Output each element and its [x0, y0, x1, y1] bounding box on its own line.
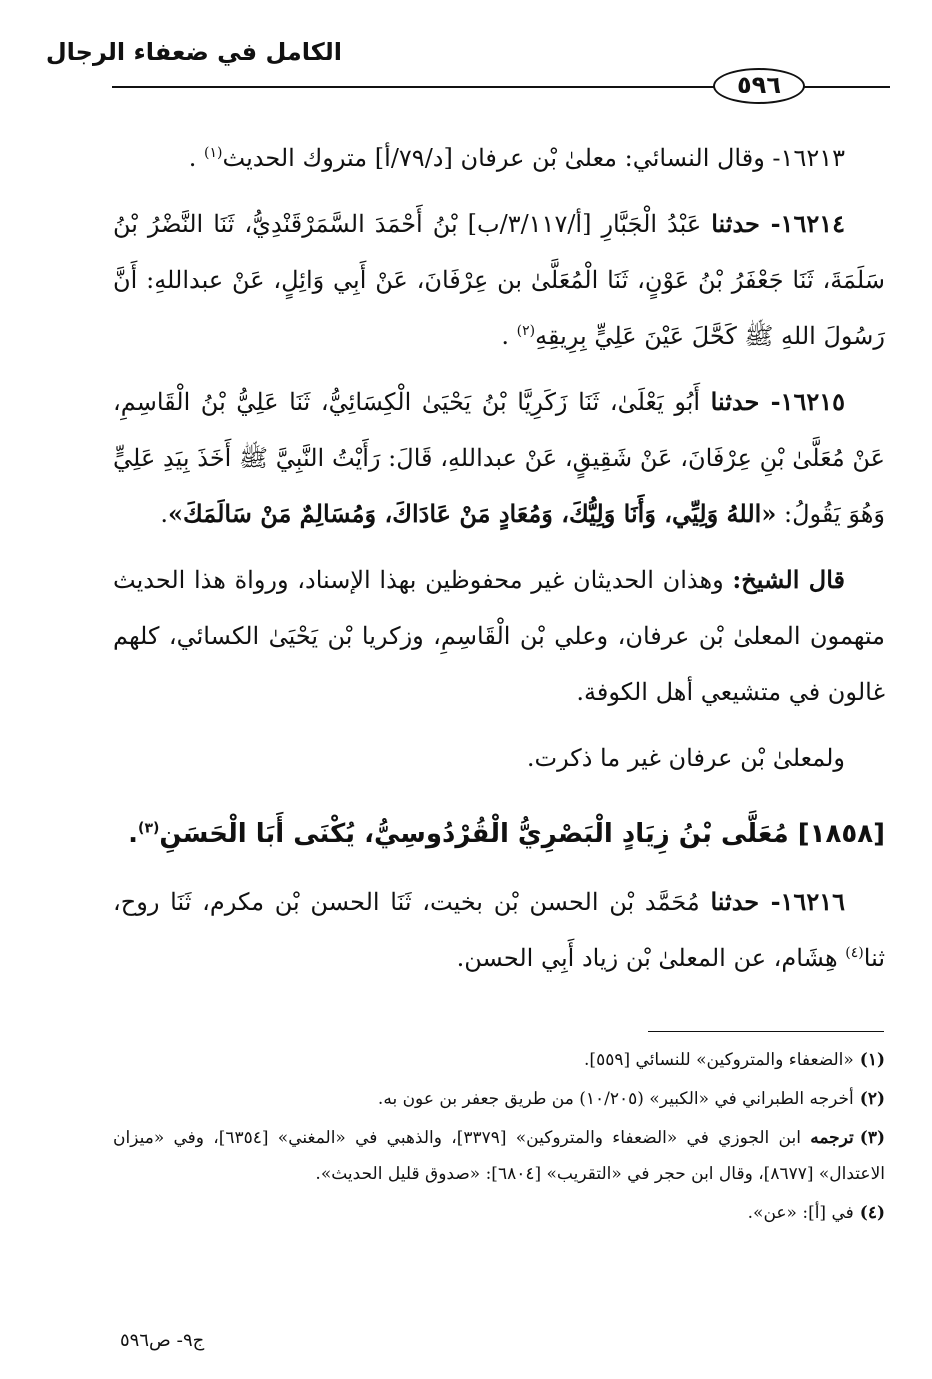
- footnote-text: «الضعفاء والمتروكين» للنسائي [٥٥٩].: [584, 1050, 854, 1070]
- footnote-3: [113, 1120, 885, 1192]
- footnote-separator: [648, 1031, 884, 1032]
- sheikh-label: قال الشيخ:: [732, 565, 846, 594]
- footnote-1: [113, 1042, 885, 1078]
- entry-heading: [113, 806, 885, 862]
- footnote-ref[interactable]: (٤): [845, 945, 864, 961]
- hadith-16214: [113, 196, 885, 364]
- main-text: [113, 130, 885, 996]
- comment-text: وهذان الحديثان غير محفوظين بهذا الإسناد، ورواة هذا الحديث متهمون المعلىٰ بْن عرفان، وعلي بْن الْقَاسِمِ، وزكريا بْن يَحْيَىٰ الكسائي، كلهم غالون في متشيعي أهل الكوفة.: [113, 566, 885, 706]
- hadith-number: ١٦٢١٦- حدثنا: [710, 887, 845, 916]
- period: .: [501, 322, 509, 350]
- hadith-text: مُحَمَّد بْن الحسن بْن بخيت، ثَنَا الحسن بْن مكرم، ثَنَا روح، ثنا: [113, 888, 885, 972]
- hadith-text: ١٦٢١٣- وقال النسائي: معلىٰ بْن عرفان [د/٧٩/أ] متروك الحديث: [222, 144, 845, 172]
- hadith-number: ١٦٢١٥- حدثنا: [710, 387, 845, 416]
- closing-note: [113, 730, 885, 786]
- period: .: [160, 500, 168, 528]
- header-rule-left: [112, 86, 714, 88]
- volume-page-reference: ج٩- ص٥٩٦: [120, 1330, 205, 1351]
- hadith-text: عَبْدُ الْجَبَّارِ [أ/٣/١١٧/ب] بْنُ أَحْمَدَ السَّمَرْقَنْدِيُّ، ثَنَا النَّضْرُ بْنُ سَلَمَةَ، ثَنَا جَعْفَرُ بْنُ عَوْنٍ، ثَنَا الْمُعَلَّىٰ بن عِرْفَانَ، عَنْ أَبِي وَائِلٍ، عَنْ عبداللهِ: أَنَّ رَسُولَ اللهِ ﷺ كَحَّلَ عَيْنَ عَلِيٍّ بِرِيقِهِ: [113, 210, 885, 350]
- hadith-16213: [113, 130, 885, 186]
- header-rule-right: [804, 86, 890, 88]
- footnote-number: (٣): [859, 1128, 885, 1148]
- sheikh-comment: [113, 552, 885, 720]
- footnote-text: ابن الجوزي في «الضعفاء والمتروكين» [٣٣٧٩]، والذهبي في «المغني» [٦٣٥٤]، وفي «ميزان الاعتدال» [٨٦٧٧]، وقال ابن حجر في «التقريب» [٦٨٠٤]: «صدوق قليل الحديث».: [113, 1128, 885, 1184]
- footnote-2: [113, 1081, 885, 1117]
- footnote-number: (٤): [859, 1203, 885, 1223]
- footnote-ref[interactable]: (١): [204, 145, 223, 161]
- hadith-16215: [113, 374, 885, 542]
- footnote-text: في [أ]: «عن».: [747, 1203, 854, 1223]
- footnote-ref[interactable]: (٣): [138, 820, 160, 837]
- hadith-text: أَبُو يَعْلَىٰ، ثَنَا زَكَرِيَّا بْنُ يَحْيَىٰ الْكِسَائِيُّ، ثَنَا عَلِيُّ بْنُ الْقَاسِمِ، عَنْ مُعَلَّىٰ بْنِ عِرْفَانَ، عَنْ شَقِيقٍ، عَنْ عبداللهِ، قَالَ: رَأَيْتُ النَّبِيَّ ﷺ أَخَذَ بِيَدِ عَلِيٍّ وَهُوَ يَقُولُ:: [113, 388, 885, 528]
- page-number: ٥٩٦: [713, 68, 805, 104]
- period: .: [188, 144, 197, 172]
- footnote-keyword: ترجمه: [810, 1128, 854, 1148]
- period: .: [128, 819, 139, 849]
- hadith-16216: [113, 874, 885, 986]
- footnote-number: (١): [859, 1050, 885, 1070]
- footnote-4: [113, 1195, 885, 1231]
- hadith-number: ١٦٢١٤- حدثنا: [711, 209, 845, 238]
- footnote-number: (٢): [859, 1089, 885, 1109]
- footnotes: [113, 1042, 885, 1234]
- footnote-text: أخرجه الطبراني في «الكبير» (١٠/٢٠٥) من طريق جعفر بن عون به.: [377, 1089, 854, 1109]
- prophetic-quote: «اللهُ وَلِيِّي، وَأَنَا وَلِيُّكَ، وَمُعَادٍ مَنْ عَادَاكَ، وَمُسَالِمٌ مَنْ سَالَمَكَ»: [168, 499, 777, 528]
- entry-heading-text: [١٨٥٨] مُعَلَّى بْنُ زِيَادٍ الْبَصْرِيُّ الْقُرْدُوسِيُّ، يُكْنَى أَبَا الْحَسَنِ: [159, 819, 885, 849]
- hadith-text-cont: هِشَام، عن المعلىٰ بْن زياد أَبِي الحسن.: [456, 944, 838, 972]
- closing-text: ولمعلىٰ بْن عرفان غير ما ذكرت.: [526, 744, 845, 772]
- footnote-ref[interactable]: (٢): [516, 323, 536, 339]
- running-title: الكامل في ضعفاء الرجال: [45, 38, 342, 66]
